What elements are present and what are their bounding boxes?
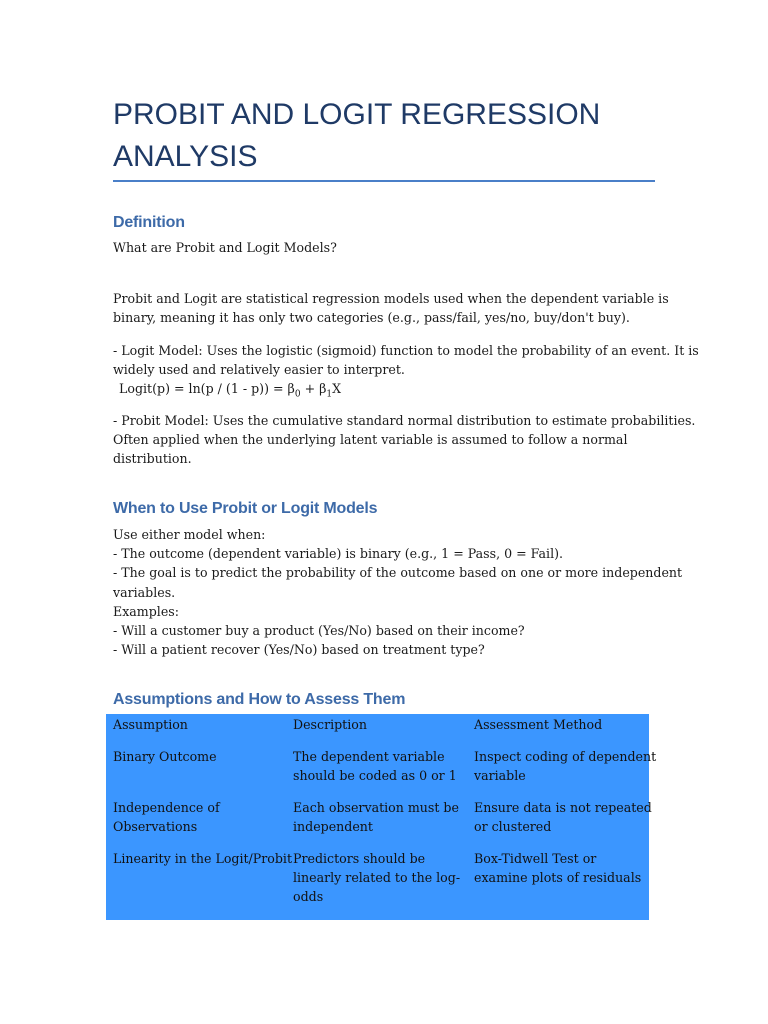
title-line-2: ANALYSIS xyxy=(113,140,258,173)
cell-line: Linearity in the Logit/Probit xyxy=(113,851,293,866)
table-header-assumption: Assumption xyxy=(113,717,188,732)
probit-paragraph xyxy=(113,411,696,469)
when-line-5: Examples: xyxy=(113,603,179,619)
table-row-1-assessment xyxy=(474,747,656,785)
title-underline xyxy=(113,180,655,182)
formula-mid: + β xyxy=(300,381,327,397)
formula-lhs: Logit(p) = ln(p / (1 - p)) = β xyxy=(119,381,295,397)
cell-line: or clustered xyxy=(474,819,552,835)
cell-line: Observations xyxy=(113,819,198,835)
assumptions-table xyxy=(106,714,657,920)
when-line-6: - Will a customer buy a product (Yes/No) based on their income? xyxy=(113,623,525,639)
table-row-1-description xyxy=(293,747,457,785)
logit-line-2: widely used and relatively easier to interpret. xyxy=(113,362,405,378)
intro-line-1: Probit and Logit are statistical regression models used when the dependent variable is xyxy=(113,291,669,306)
cell-line: Inspect coding of dependent xyxy=(474,749,657,764)
definition-question xyxy=(113,238,658,257)
title-line-1: PROBIT AND LOGIT REGRESSION xyxy=(113,98,601,131)
formula-sub-0: 0 xyxy=(294,389,301,400)
table-row-1-assumption xyxy=(113,747,217,766)
table-row-2-assumption xyxy=(113,798,220,836)
assumptions-heading: Assumptions and How to Assess Them xyxy=(113,691,406,708)
cell-line: linearly related to the log- xyxy=(293,870,461,886)
cell-line: The dependent variable xyxy=(293,749,445,764)
probit-line-3: distribution. xyxy=(113,451,192,467)
when-line-4: variables. xyxy=(113,584,176,600)
cell-line: Binary Outcome xyxy=(113,749,217,764)
when-paragraph xyxy=(113,525,683,659)
cell-line: examine plots of residuals xyxy=(474,870,642,886)
cell-line: odds xyxy=(293,889,324,905)
cell-line: Predictors should be xyxy=(293,851,426,866)
table-row-2-description xyxy=(293,798,459,836)
cell-line: Independence of xyxy=(113,800,220,815)
cell-line: Box-Tidwell Test or xyxy=(474,851,597,866)
when-line-7: - Will a patient recover (Yes/No) based on treatment type? xyxy=(113,642,485,658)
table-row-3-description xyxy=(293,849,460,907)
cell-line: Ensure data is not repeated xyxy=(474,800,652,815)
logit-line-1: - Logit Model: Uses the logistic (sigmoid) function to model the probability of an event. It is xyxy=(113,343,699,358)
when-heading: When to Use Probit or Logit Models xyxy=(113,500,378,517)
table-row-3-assumption xyxy=(113,849,292,868)
cell-line: should be coded as 0 or 1 xyxy=(293,768,457,784)
cell-line: Each observation must be xyxy=(293,800,459,815)
logit-paragraph xyxy=(113,341,699,405)
table-header-description: Description xyxy=(293,717,367,732)
probit-line-1: - Probit Model: Uses the cumulative standard normal distribution to estimate probabilities. xyxy=(113,413,696,428)
definition-intro-paragraph xyxy=(113,289,669,327)
when-line-3: - The goal is to predict the probability of the outcome based on one or more independent xyxy=(113,565,683,581)
when-line-1: Use either model when: xyxy=(113,527,266,542)
formula-end: X xyxy=(332,381,342,397)
table-row-3-assessment xyxy=(474,849,641,887)
cell-line: independent xyxy=(293,819,373,835)
when-line-2: - The outcome (dependent variable) is binary (e.g., 1 = Pass, 0 = Fail). xyxy=(113,546,564,562)
page-title xyxy=(113,94,658,178)
probit-line-2: Often applied when the underlying latent variable is assumed to follow a normal xyxy=(113,432,628,448)
definition-heading: Definition xyxy=(113,214,185,231)
cell-line: variable xyxy=(474,768,526,784)
table-row-2-assessment xyxy=(474,798,652,836)
formula-sub-1: 1 xyxy=(326,389,333,400)
definition-question-text: What are Probit and Logit Models? xyxy=(113,240,337,255)
logit-formula xyxy=(113,379,658,405)
table-header-assessment: Assessment Method xyxy=(474,717,603,732)
intro-line-2: binary, meaning it has only two categories (e.g., pass/fail, yes/no, buy/don't buy). xyxy=(113,310,630,326)
